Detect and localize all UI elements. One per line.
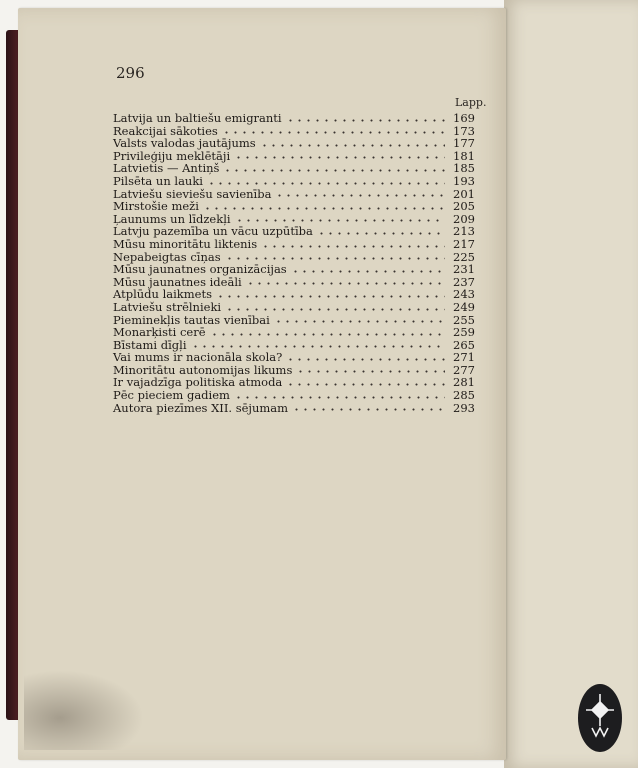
toc-leader-dots [246, 282, 445, 285]
toc-entry-page: 169 [453, 111, 475, 125]
page-number: 296 [116, 64, 145, 82]
toc-leader-dots [286, 358, 445, 361]
toc-leader-dots [222, 131, 445, 134]
page-smudge [24, 670, 144, 750]
toc-entry-page: 293 [453, 400, 475, 415]
toc-entry-page: 217 [453, 236, 475, 251]
toc-entry-page: 201 [453, 186, 475, 201]
toc-entry-page: 265 [453, 337, 475, 352]
toc-entry [113, 351, 483, 364]
toc-entry-title: Ļaunums un līdzekļi [113, 211, 231, 226]
toc-entry-page: 281 [453, 375, 475, 390]
toc-entry-title: Latvija un baltiešu emigranti [113, 111, 282, 125]
toc-leader-dots [274, 320, 445, 323]
toc-leader-dots [234, 156, 445, 159]
toc-entry-title: Ir vajadzīga politiska atmoda [113, 375, 283, 390]
toc-entry-title: Atplūdu laikmets [113, 287, 213, 302]
toc-entry [113, 200, 483, 213]
toc-entry-page: 225 [453, 249, 475, 264]
toc-entry-page: 209 [453, 211, 475, 226]
toc-entry-title: Valsts valodas jautājums [113, 136, 256, 151]
toc-entry-title: Mūsu jaunatnes organizācijas [113, 262, 287, 277]
toc-leader-dots [235, 219, 445, 222]
toc-entry-title: Vai mums ir nacionāla skola? [113, 350, 283, 365]
toc-entry-page: 249 [453, 299, 475, 314]
toc-entry-title: Pilsēta un lauki [113, 173, 203, 188]
table-of-contents [113, 112, 483, 414]
toc-leader-dots [223, 169, 445, 172]
toc-leader-dots [296, 370, 445, 373]
toc-entry [113, 301, 483, 314]
toc-entry-title: Minoritātu autonomijas likums [113, 362, 293, 377]
toc-leader-dots [210, 333, 445, 336]
toc-leader-dots [216, 295, 445, 298]
toc-leader-dots [234, 396, 445, 399]
toc-entry [113, 326, 483, 339]
toc-entry-page: 277 [453, 362, 475, 377]
toc-entry [113, 175, 483, 188]
toc-leader-dots [317, 232, 445, 235]
toc-entry-title: Monarķisti cerē [113, 325, 206, 340]
toc-entry [113, 112, 483, 125]
toc-entry-title: Latviešu sieviešu savienība [113, 186, 272, 201]
toc-leader-dots [286, 383, 445, 386]
toc-entry-title: Mūsu jaunatnes ideāli [113, 274, 242, 289]
toc-entry-page: 173 [453, 123, 475, 138]
toc-entry-page: 243 [453, 287, 475, 302]
toc-leader-dots [260, 144, 445, 147]
toc-leader-dots [225, 308, 445, 311]
toc-entry-title: Latviešu strēlnieki [113, 299, 222, 314]
right-page [504, 0, 638, 768]
toc-entry-page: 181 [453, 148, 475, 163]
toc-leader-dots [275, 194, 445, 197]
toc-entry-title: Latvju pazemība un vācu uzpūtība [113, 224, 313, 239]
toc-entry-title: Mirstošie meži [113, 199, 199, 214]
toc-entry-title: Privileģiju meklētāji [113, 148, 231, 163]
toc-leader-dots [191, 345, 445, 348]
toc-leader-dots [286, 119, 445, 122]
toc-entry [113, 137, 483, 150]
toc-entry [113, 263, 483, 276]
toc-entry-page: 205 [453, 199, 475, 214]
toc-entry-page: 185 [453, 161, 475, 176]
toc-entry-page: 271 [453, 350, 475, 365]
toc-entry-title: Pēc pieciem gadiem [113, 388, 230, 403]
toc-entry [113, 402, 483, 415]
toc-leader-dots [203, 207, 445, 210]
toc-leader-dots [261, 245, 445, 248]
toc-entry-page: 177 [453, 136, 475, 151]
toc-leader-dots [207, 182, 445, 185]
toc-entry-page: 237 [453, 274, 475, 289]
toc-entry-title: Mūsu minoritātu liktenis [113, 236, 258, 251]
toc-entry-page: 285 [453, 388, 475, 403]
toc-entry [113, 238, 483, 251]
toc-entry-title: Bīstami dīgļi [113, 337, 187, 352]
page-column-header: Lapp. [455, 96, 487, 109]
toc-entry [113, 389, 483, 402]
toc-leader-dots [225, 257, 445, 260]
toc-entry-title: Latvietis — Antiņš [113, 161, 220, 176]
ornament-logo-icon [578, 684, 622, 752]
toc-entry-title: Reakcijai sākoties [113, 123, 218, 138]
toc-entry-page: 193 [453, 173, 475, 188]
toc-entry-page: 213 [453, 224, 475, 239]
toc-entry-title: Pieminekļis tautas vienībai [113, 312, 270, 327]
toc-entry-page: 259 [453, 325, 475, 340]
toc-entry-page: 231 [453, 262, 475, 277]
toc-leader-dots [291, 270, 445, 273]
toc-entry-page: 255 [453, 312, 475, 327]
toc-entry-title: Autora piezīmes XII. sējumam [113, 400, 289, 415]
toc-leader-dots [292, 408, 445, 411]
toc-entry-title: Nepabeigtas cīņas [113, 249, 221, 264]
